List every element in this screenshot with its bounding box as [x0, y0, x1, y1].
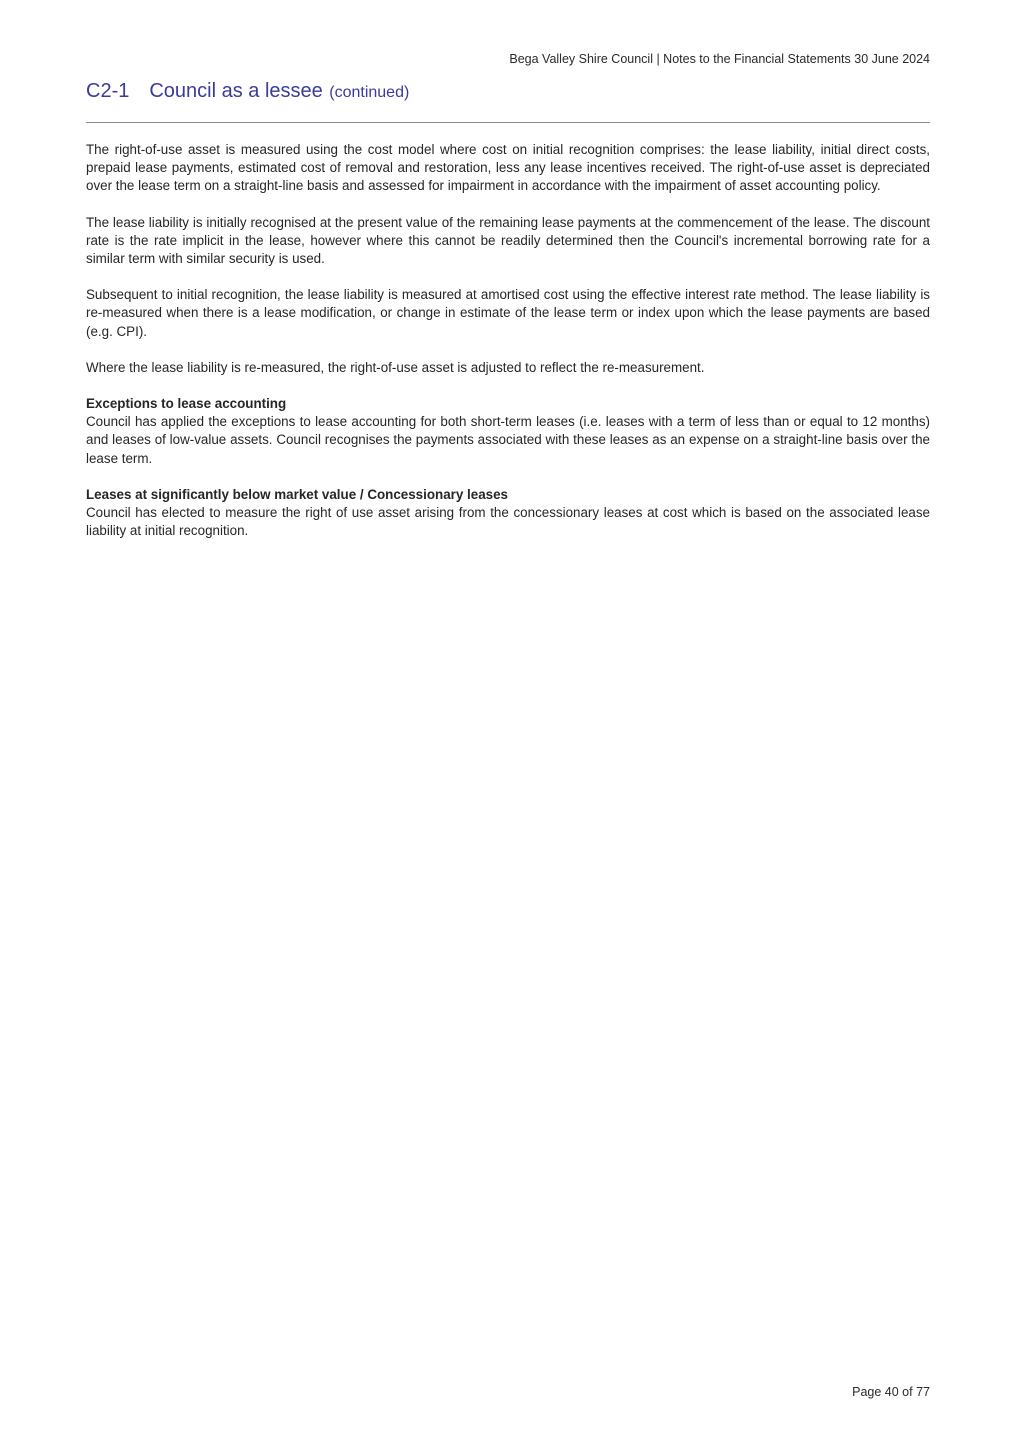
- page-number: Page 40 of 77: [852, 1385, 930, 1399]
- document-body: [86, 141, 930, 558]
- subsection-exceptions: [86, 395, 930, 468]
- body-paragraph: The right-of-use asset is measured using the cost model where cost on initial recognition comprises: the lease liability, initial direct costs, prepaid lease payments, estimated cost of removal and restoration, less any lease incentives received. The right-of-use asset is depreciated over the lease term on a straight-line basis and assessed for impairment in accordance with the impairment of asset accounting policy.: [86, 142, 930, 194]
- section-heading: [86, 80, 409, 103]
- subsection-heading: Leases at significantly below market value / Concessionary leases: [86, 486, 508, 502]
- continued-label: (continued): [329, 84, 410, 101]
- subsection-body: Council has elected to measure the right of use asset arising from the concessionary leases at cost which is based on the associated lease liability at initial recognition.: [86, 505, 930, 539]
- body-paragraph: The lease liability is initially recognised at the present value of the remaining lease payments at the commencement of the lease. The discount rate is the rate implicit in the lease, however where this cannot be readily determined then the Council's incremental borrowing rate for a similar term with similar security is used.: [86, 214, 930, 267]
- heading-divider: [86, 122, 930, 123]
- running-header: Bega Valley Shire Council | Notes to the Financial Statements 30 June 2024: [509, 52, 930, 66]
- body-paragraph: Subsequent to initial recognition, the lease liability is measured at amortised cost using the effective interest rate method. The lease liability is re-measured when there is a lease modification, or change in estimate of the lease term or index upon which the lease payments are based (e.g. CPI).: [86, 287, 930, 339]
- section-title: Council as a lessee: [149, 80, 323, 102]
- subsection-heading: Exceptions to lease accounting: [86, 396, 287, 412]
- subsection-body: Council has applied the exceptions to lease accounting for both short-term leases (i.e. leases with a term of less than or equal to 12 months) and leases of low-value assets. Council recognises the payments associated with these leases as an expense on a straight-line basis over the lease term.: [86, 414, 930, 466]
- section-number: C2-1: [86, 80, 130, 102]
- subsection-concessionary-leases: [86, 486, 930, 541]
- body-paragraph: Where the lease liability is re-measured, the right-of-use asset is adjusted to reflect the re-measurement.: [86, 359, 705, 375]
